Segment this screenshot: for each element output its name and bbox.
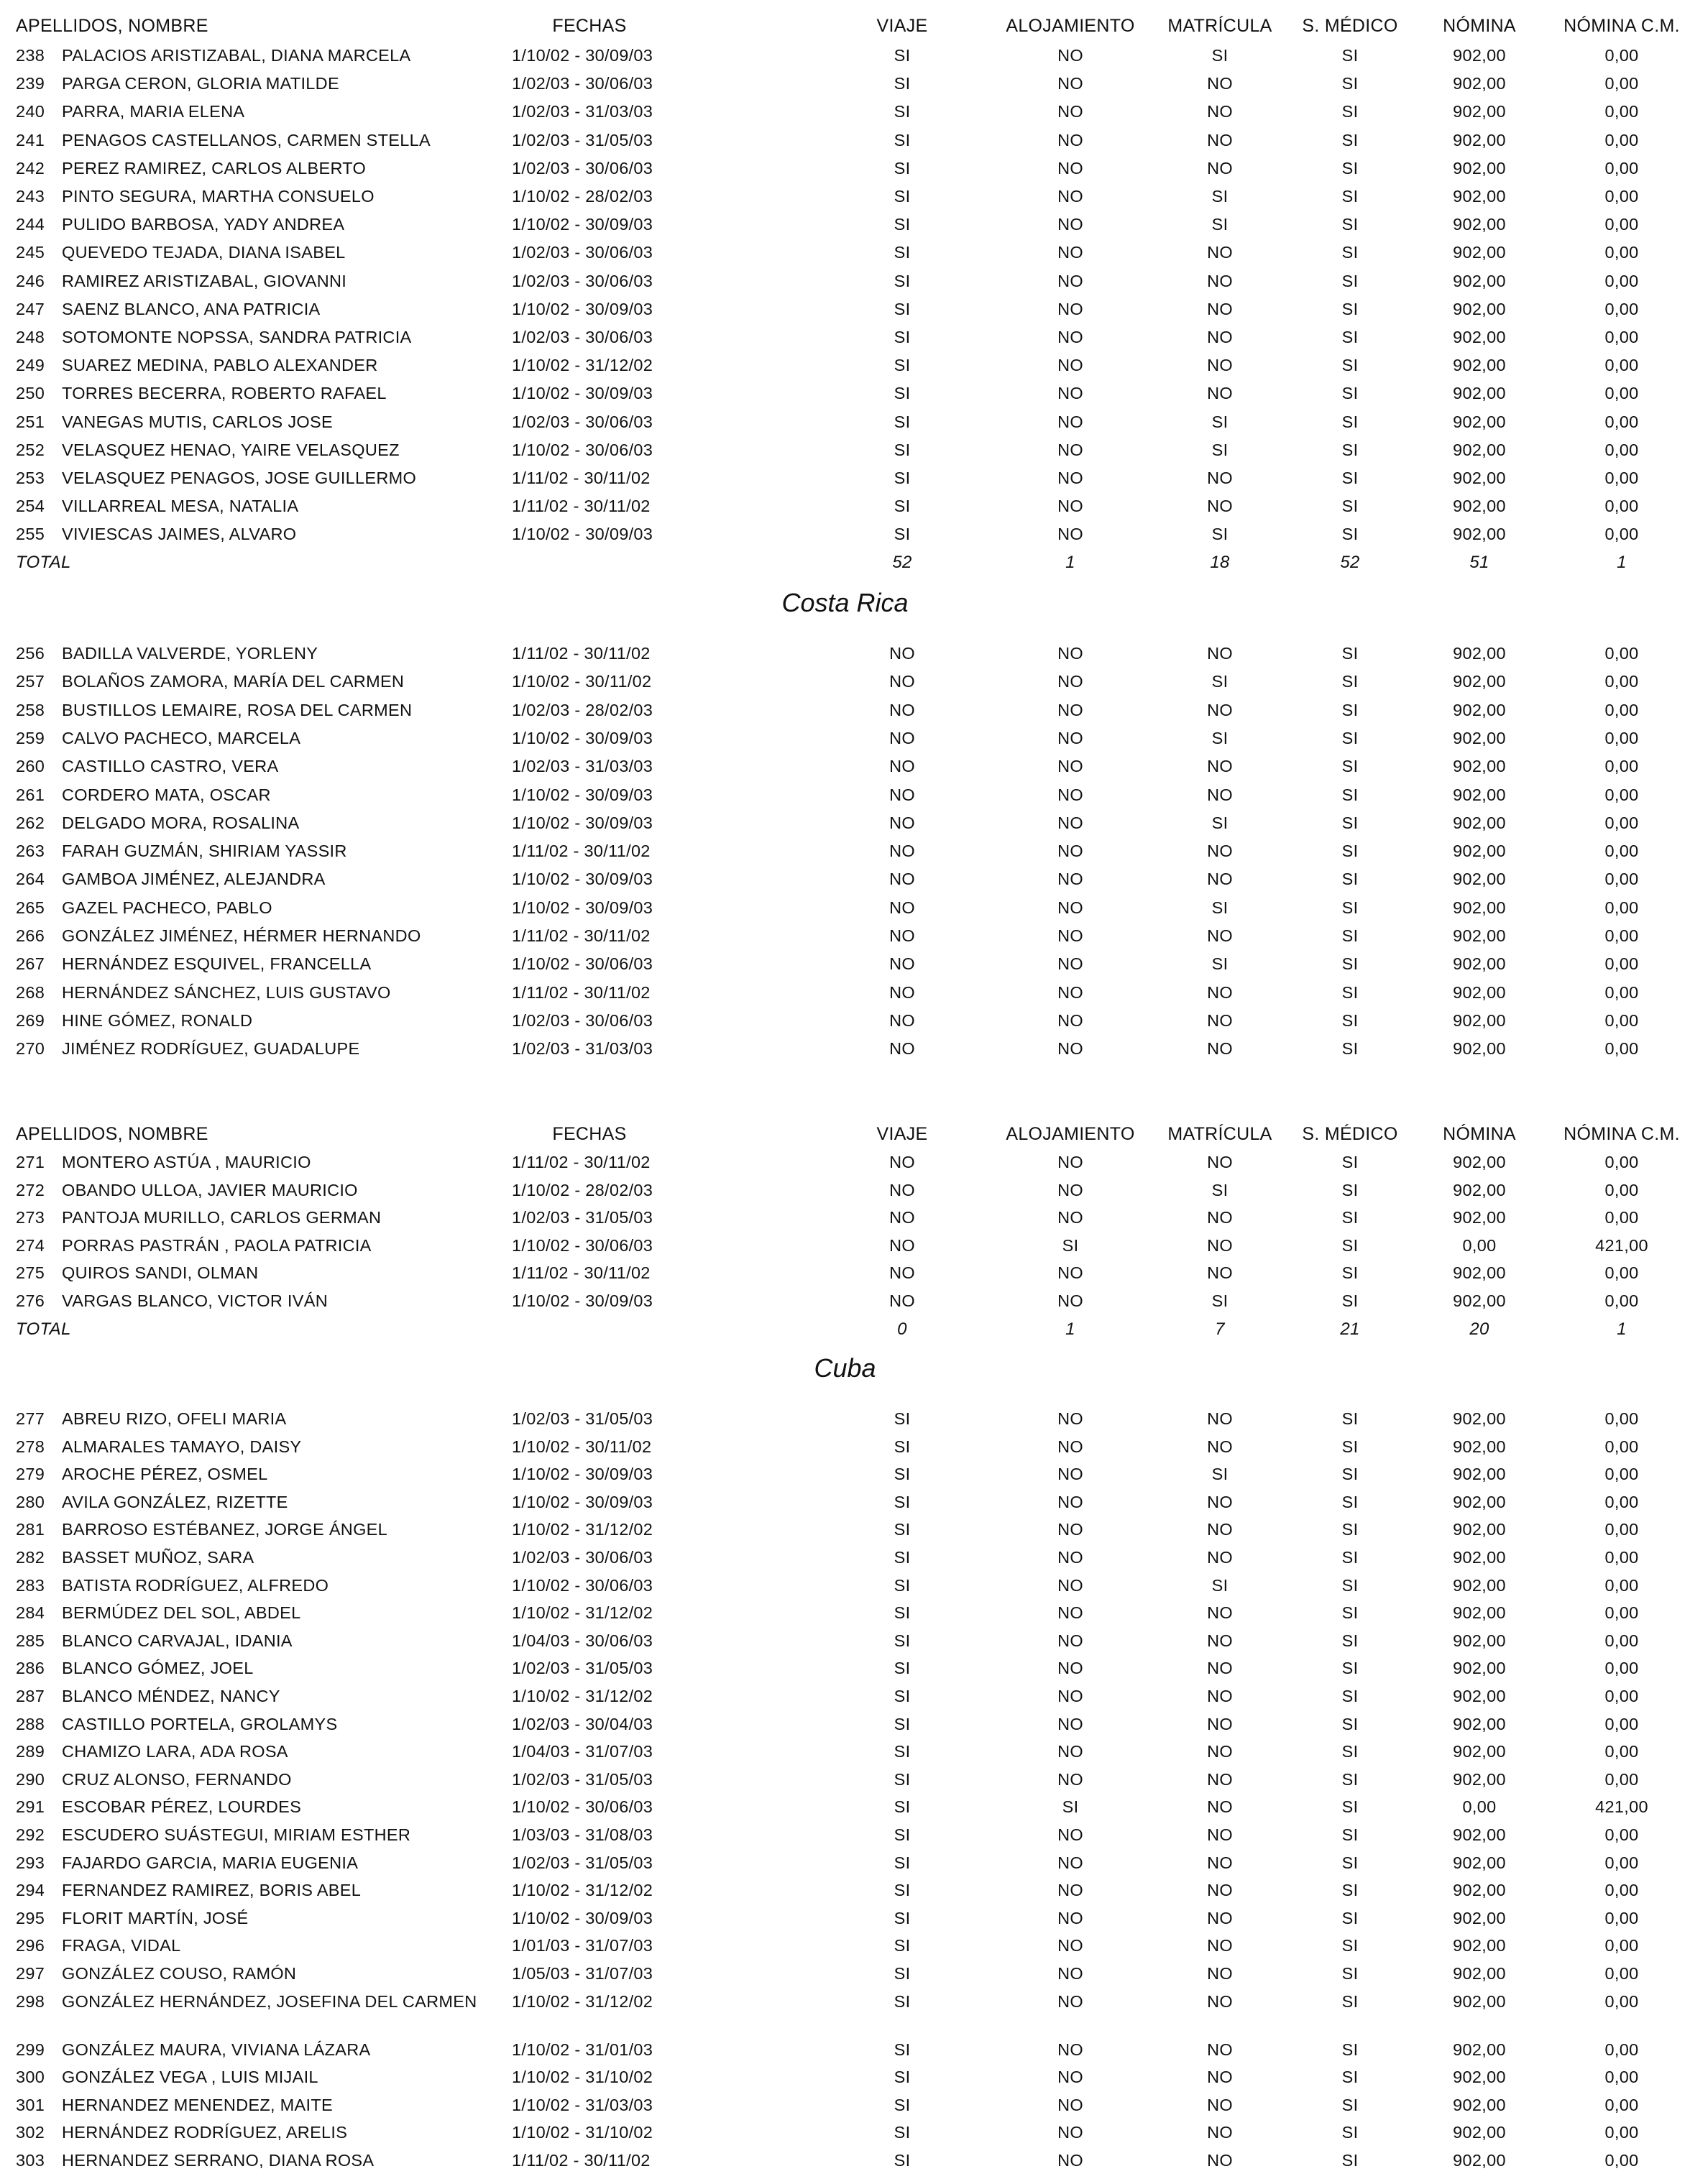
row-dates: 1/10/02 - 30/09/03	[512, 1465, 653, 1484]
table-row: 275 QUIROS SANDI, OLMAN 1/11/02 - 30/11/02 NO NO NO SI 902,00 0,00	[0, 1259, 1690, 1287]
row-name: FAJARDO GARCIA, MARIA EUGENIA	[62, 1853, 359, 1872]
table-row: 271 MONTERO ASTÚA , MAURICIO 1/11/02 - 30/11/02 NO NO NO SI 902,00 0,00	[0, 1148, 1690, 1176]
row-dates: 1/10/02 - 30/09/03	[512, 870, 653, 889]
table-row: 279 AROCHE PÉREZ, OSMEL 1/10/02 - 30/09/03 SI NO SI SI 902,00 0,00	[0, 1460, 1690, 1488]
row-name: SOTOMONTE NOPSSA, SANDRA PATRICIA	[62, 328, 412, 346]
row-name: PINTO SEGURA, MARTHA CONSUELO	[62, 187, 375, 206]
row-name: FLORIT MARTÍN, JOSÉ	[62, 1908, 249, 1927]
row-name: OBANDO ULLOA, JAVIER MAURICIO	[62, 1180, 358, 1199]
table-row: 296 FRAGA, VIDAL 1/01/03 - 31/07/03 SI NO NO SI 902,00 0,00	[0, 1932, 1690, 1960]
row-dates: 1/10/02 - 30/09/03	[512, 1492, 653, 1511]
table-row: 257 BOLAÑOS ZAMORA, MARÍA DEL CARMEN 1/10/02 - 30/11/02 NO NO SI SI 902,00 0,00	[0, 668, 1690, 696]
row-name: PANTOJA MURILLO, CARLOS GERMAN	[62, 1208, 382, 1227]
row-number: 270	[16, 1039, 45, 1059]
row-name: CHAMIZO LARA, ADA ROSA	[62, 1742, 288, 1761]
table-row: 298 GONZÁLEZ HERNÁNDEZ, JOSEFINA DEL CARMEN 1/10/02 - 31/12/02 SI NO NO SI 902,00 0,00	[0, 1988, 1690, 2032]
row-number: 269	[16, 1010, 45, 1030]
row-number: 282	[16, 1548, 45, 1567]
total-row: TOTAL 52 1 18 52 51 1	[0, 548, 1690, 576]
row-name: HERNÁNDEZ ESQUIVEL, FRANCELLA	[62, 954, 372, 974]
row-number: 280	[16, 1492, 45, 1511]
table-row: 270 JIMÉNEZ RODRÍGUEZ, GUADALUPE 1/02/03 - 31/03/03 NO NO NO SI 902,00 0,00	[0, 1035, 1690, 1063]
header-name: APELLIDOS, NOMBRE	[16, 16, 208, 36]
table-row: 259 CALVO PACHECO, MARCELA 1/10/02 - 30/09/03 NO NO SI SI 902,00 0,00	[0, 724, 1690, 752]
row-dates: 1/10/02 - 30/09/03	[512, 215, 653, 234]
row-number: 275	[16, 1263, 45, 1282]
row-number: 241	[16, 130, 45, 149]
table-row: 302 HERNÁNDEZ RODRÍGUEZ, ARELIS 1/10/02 - 31/10/02 SI NO NO SI 902,00 0,00	[0, 2119, 1690, 2147]
table-row: 274 PORRAS PASTRÁN , PAOLA PATRICIA 1/10/02 - 30/06/03 NO SI NO SI 0,00 421,00	[0, 1232, 1690, 1260]
table-row: 280 AVILA GONZÁLEZ, RIZETTE 1/10/02 - 30/09/03 SI NO NO SI 902,00 0,00	[0, 1488, 1690, 1516]
row-number: 266	[16, 926, 45, 945]
row-name: HERNANDEZ MENENDEZ, MAITE	[62, 2095, 333, 2114]
row-number: 296	[16, 1936, 45, 1955]
row-name: VELASQUEZ PENAGOS, JOSE GUILLERMO	[62, 469, 417, 487]
row-number: 288	[16, 1714, 45, 1733]
row-number: 281	[16, 1520, 45, 1539]
table-row: 299 GONZÁLEZ MAURA, VIVIANA LÁZARA 1/10/02 - 31/01/03 SI NO NO SI 902,00 0,00	[0, 2036, 1690, 2064]
table-row: 289 CHAMIZO LARA, ADA ROSA 1/04/03 - 31/07/03 SI NO NO SI 902,00 0,00	[0, 1738, 1690, 1766]
row-name: BASSET MUÑOZ, SARA	[62, 1548, 254, 1567]
row-dates: 1/10/02 - 31/12/02	[512, 1603, 653, 1623]
table-row: 297 GONZÁLEZ COUSO, RAMÓN 1/05/03 - 31/07/03 SI NO NO SI 902,00 0,00	[0, 1960, 1690, 1988]
row-dates: 1/02/03 - 31/03/03	[512, 757, 653, 776]
row-name: VIVIESCAS JAIMES, ALVARO	[62, 525, 297, 544]
row-dates: 1/10/02 - 30/06/03	[512, 1575, 653, 1595]
table-row: 265 GAZEL PACHECO, PABLO 1/10/02 - 30/09/03 NO NO SI SI 902,00 0,00	[0, 894, 1690, 922]
row-number: 284	[16, 1603, 45, 1623]
row-number: 250	[16, 384, 45, 403]
table-row: 263 FARAH GUZMÁN, SHIRIAM YASSIR 1/11/02 - 30/11/02 NO NO NO SI 902,00 0,00	[0, 837, 1690, 865]
row-dates: 1/02/03 - 30/06/03	[512, 1010, 653, 1030]
table-row: 272 OBANDO ULLOA, JAVIER MAURICIO 1/10/02 - 28/02/03 NO NO SI SI 902,00 0,00	[0, 1176, 1690, 1204]
row-dates: 1/02/03 - 31/05/03	[512, 1208, 653, 1227]
table-row: 252 VELASQUEZ HENAO, YAIRE VELASQUEZ 1/10/02 - 30/06/03 SI NO SI SI 902,00 0,00	[0, 436, 1690, 464]
row-number: 294	[16, 1881, 45, 1900]
table-row: 240 PARRA, MARIA ELENA 1/02/03 - 31/03/03 SI NO NO SI 902,00 0,00	[0, 98, 1690, 126]
row-number: 267	[16, 954, 45, 974]
row-number: 299	[16, 2040, 45, 2059]
row-dates: 1/11/02 - 30/11/02	[512, 842, 651, 861]
row-name: VARGAS BLANCO, VICTOR IVÁN	[62, 1291, 328, 1310]
table-row: 292 ESCUDERO SUÁSTEGUI, MIRIAM ESTHER 1/03/03 - 31/08/03 SI NO NO SI 902,00 0,00	[0, 1821, 1690, 1849]
row-number: 242	[16, 158, 45, 178]
row-dates: 1/02/03 - 31/05/03	[512, 130, 653, 149]
row-dates: 1/02/03 - 31/03/03	[512, 1039, 653, 1059]
table-row: 285 BLANCO CARVAJAL, IDANIA 1/04/03 - 30/06/03 SI NO NO SI 902,00 0,00	[0, 1627, 1690, 1655]
row-dates: 1/10/02 - 30/06/03	[512, 440, 653, 459]
table-row: 281 BARROSO ESTÉBANEZ, JORGE ÁNGEL 1/10/02 - 31/12/02 SI NO NO SI 902,00 0,00	[0, 1516, 1690, 1544]
row-name: PULIDO BARBOSA, YADY ANDREA	[62, 215, 345, 234]
row-number: 290	[16, 1769, 45, 1789]
row-name: TORRES BECERRA, ROBERTO RAFAEL	[62, 384, 387, 403]
row-dates: 1/02/03 - 31/05/03	[512, 1409, 653, 1428]
table-row: 258 BUSTILLOS LEMAIRE, ROSA DEL CARMEN 1/02/03 - 28/02/03 NO NO NO SI 902,00 0,00	[0, 696, 1690, 724]
row-name: QUEVEDO TEJADA, DIANA ISABEL	[62, 243, 346, 262]
row-name: CASTILLO CASTRO, VERA	[62, 757, 279, 776]
row-number: 245	[16, 243, 45, 262]
row-dates: 1/02/03 - 30/04/03	[512, 1714, 653, 1733]
row-name: VILLARREAL MESA, NATALIA	[62, 497, 299, 516]
row-number: 259	[16, 728, 45, 747]
row-name: BATISTA RODRÍGUEZ, ALFREDO	[62, 1575, 329, 1595]
row-dates: 1/10/02 - 30/09/03	[512, 898, 653, 917]
table-row: 253 VELASQUEZ PENAGOS, JOSE GUILLERMO 1/11/02 - 30/11/02 SI NO NO SI 902,00 0,00	[0, 464, 1690, 492]
row-dates: 1/02/03 - 31/05/03	[512, 1769, 653, 1789]
row-dates: 1/11/02 - 30/11/02	[512, 1263, 651, 1282]
row-number: 300	[16, 2068, 45, 2087]
row-name: AVILA GONZÁLEZ, RIZETTE	[62, 1492, 288, 1511]
table-row: 249 SUAREZ MEDINA, PABLO ALEXANDER 1/10/02 - 31/12/02 SI NO NO SI 902,00 0,00	[0, 351, 1690, 379]
row-dates: 1/10/02 - 30/09/03	[512, 1908, 653, 1927]
row-name: ESCUDERO SUÁSTEGUI, MIRIAM ESTHER	[62, 1825, 411, 1844]
total-label: TOTAL	[16, 553, 71, 572]
country-heading: Costa Rica	[781, 588, 909, 617]
row-name: PALACIOS ARISTIZABAL, DIANA MARCELA	[62, 46, 411, 65]
row-number: 286	[16, 1659, 45, 1678]
table-row: 242 PEREZ RAMIREZ, CARLOS ALBERTO 1/02/03 - 30/06/03 SI NO NO SI 902,00 0,00	[0, 155, 1690, 183]
row-name: SUAREZ MEDINA, PABLO ALEXANDER	[62, 356, 378, 375]
row-number: 240	[16, 102, 45, 121]
row-name: BADILLA VALVERDE, YORLENY	[62, 644, 318, 663]
row-dates: 1/10/02 - 30/09/03	[512, 384, 653, 403]
row-name: GONZÁLEZ JIMÉNEZ, HÉRMER HERNANDO	[62, 926, 421, 945]
row-number: 302	[16, 2123, 45, 2142]
row-dates: 1/10/02 - 31/12/02	[512, 1881, 653, 1900]
row-dates: 1/10/02 - 31/12/02	[512, 1687, 653, 1705]
row-dates: 1/10/02 - 31/10/02	[512, 2068, 653, 2087]
total-label: TOTAL	[16, 1319, 71, 1339]
row-name: PENAGOS CASTELLANOS, CARMEN STELLA	[62, 130, 431, 149]
table-row: 273 PANTOJA MURILLO, CARLOS GERMAN 1/02/03 - 31/05/03 NO NO NO SI 902,00 0,00	[0, 1204, 1690, 1232]
row-number: 279	[16, 1465, 45, 1484]
table-row: 303 HERNANDEZ SERRANO, DIANA ROSA 1/11/02 - 30/11/02 SI NO NO SI 902,00 0,00	[0, 2147, 1690, 2175]
row-dates: 1/11/02 - 30/11/02	[512, 644, 651, 663]
row-dates: 1/05/03 - 31/07/03	[512, 1964, 653, 1983]
row-dates: 1/10/02 - 30/11/02	[512, 1437, 652, 1456]
table-row: 261 CORDERO MATA, OSCAR 1/10/02 - 30/09/03 NO NO NO SI 902,00 0,00	[0, 781, 1690, 809]
row-number: 287	[16, 1687, 45, 1705]
row-number: 262	[16, 813, 45, 832]
row-number: 244	[16, 215, 45, 234]
table-row: 288 CASTILLO PORTELA, GROLAMYS 1/02/03 - 30/04/03 SI NO NO SI 902,00 0,00	[0, 1710, 1690, 1738]
row-dates: 1/10/02 - 30/09/03	[512, 785, 653, 804]
row-number: 255	[16, 525, 45, 544]
row-name: BARROSO ESTÉBANEZ, JORGE ÁNGEL	[62, 1520, 387, 1539]
row-name: ALMARALES TAMAYO, DAISY	[62, 1437, 302, 1456]
row-dates: 1/10/02 - 31/10/02	[512, 2123, 653, 2142]
header-name: APELLIDOS, NOMBRE	[16, 1124, 208, 1144]
row-number: 246	[16, 271, 45, 290]
row-number: 264	[16, 870, 45, 889]
table-row: 290 CRUZ ALONSO, FERNANDO 1/02/03 - 31/05/03 SI NO NO SI 902,00 0,00	[0, 1766, 1690, 1794]
row-number: 295	[16, 1908, 45, 1927]
row-number: 283	[16, 1575, 45, 1595]
row-number: 293	[16, 1853, 45, 1872]
table-row: 241 PENAGOS CASTELLANOS, CARMEN STELLA 1/02/03 - 31/05/03 SI NO NO SI 902,00 0,00	[0, 126, 1690, 155]
table-row: 266 GONZÁLEZ JIMÉNEZ, HÉRMER HERNANDO 1/11/02 - 30/11/02 NO NO NO SI 902,00 0,00	[0, 922, 1690, 950]
row-name: MONTERO ASTÚA , MAURICIO	[62, 1153, 311, 1171]
row-dates: 1/11/02 - 30/11/02	[512, 982, 651, 1002]
table-row: 300 GONZÁLEZ VEGA , LUIS MIJAIL 1/10/02 - 31/10/02 SI NO NO SI 902,00 0,00	[0, 2063, 1690, 2091]
row-name: CALVO PACHECO, MARCELA	[62, 728, 301, 747]
row-name: ABREU RIZO, OFELI MARIA	[62, 1409, 287, 1428]
row-name: HERNANDEZ SERRANO, DIANA ROSA	[62, 2151, 375, 2170]
row-dates: 1/10/02 - 30/06/03	[512, 1235, 653, 1255]
row-number: 271	[16, 1153, 45, 1171]
row-dates: 1/02/03 - 30/06/03	[512, 271, 653, 290]
row-number: 258	[16, 700, 45, 719]
table-row: 243 PINTO SEGURA, MARTHA CONSUELO 1/10/02 - 28/02/03 SI NO SI SI 902,00 0,00	[0, 183, 1690, 211]
row-number: 252	[16, 440, 45, 459]
row-number: 239	[16, 74, 45, 93]
row-name: HERNÁNDEZ SÁNCHEZ, LUIS GUSTAVO	[62, 982, 391, 1002]
row-name: RAMIREZ ARISTIZABAL, GIOVANNI	[62, 271, 347, 290]
table-row: 282 BASSET MUÑOZ, SARA 1/02/03 - 30/06/03 SI NO NO SI 902,00 0,00	[0, 1544, 1690, 1572]
row-dates: 1/10/02 - 31/12/02	[512, 356, 653, 375]
table-row: 268 HERNÁNDEZ SÁNCHEZ, LUIS GUSTAVO 1/11/02 - 30/11/02 NO NO NO SI 902,00 0,00	[0, 979, 1690, 1007]
row-dates: 1/10/02 - 30/06/03	[512, 954, 653, 974]
table-row: 277 ABREU RIZO, OFELI MARIA 1/02/03 - 31/05/03 SI NO NO SI 902,00 0,00	[0, 1405, 1690, 1433]
table-row: 255 VIVIESCAS JAIMES, ALVARO 1/10/02 - 30/09/03 SI NO SI SI 902,00 0,00	[0, 520, 1690, 548]
row-number: 301	[16, 2095, 45, 2114]
row-dates: 1/10/02 - 31/03/03	[512, 2095, 653, 2114]
row-name: CASTILLO PORTELA, GROLAMYS	[62, 1714, 338, 1733]
row-number: 260	[16, 757, 45, 776]
row-name: CRUZ ALONSO, FERNANDO	[62, 1769, 292, 1789]
row-number: 278	[16, 1437, 45, 1456]
table-row: 245 QUEVEDO TEJADA, DIANA ISABEL 1/02/03 - 30/06/03 SI NO NO SI 902,00 0,00	[0, 239, 1690, 267]
row-name: AROCHE PÉREZ, OSMEL	[62, 1465, 268, 1484]
row-name: BLANCO CARVAJAL, IDANIA	[62, 1631, 293, 1650]
row-number: 272	[16, 1180, 45, 1199]
table-row: 287 BLANCO MÉNDEZ, NANCY 1/10/02 - 31/12/02 SI NO NO SI 902,00 0,00	[0, 1682, 1690, 1710]
table-row: 264 GAMBOA JIMÉNEZ, ALEJANDRA 1/10/02 - 30/09/03 NO NO NO SI 902,00 0,00	[0, 865, 1690, 893]
row-name: GONZÁLEZ MAURA, VIVIANA LÁZARA	[62, 2040, 371, 2059]
table-row: 246 RAMIREZ ARISTIZABAL, GIOVANNI 1/02/03 - 30/06/03 SI NO NO SI 902,00 0,00	[0, 267, 1690, 295]
row-dates: 1/10/02 - 30/09/03	[512, 813, 653, 832]
row-number: 291	[16, 1797, 45, 1817]
row-dates: 1/11/02 - 30/11/02	[512, 1153, 651, 1171]
table-row: 276 VARGAS BLANCO, VICTOR IVÁN 1/10/02 - 30/09/03 NO NO SI SI 902,00 0,00	[0, 1287, 1690, 1315]
row-name: FRAGA, VIDAL	[62, 1936, 181, 1955]
row-dates: 1/10/02 - 30/06/03	[512, 1797, 653, 1817]
row-dates: 1/10/02 - 30/09/03	[512, 525, 653, 544]
table-row: 238 PALACIOS ARISTIZABAL, DIANA MARCELA 1/10/02 - 30/09/03 SI NO SI SI 902,00 0,00	[0, 42, 1690, 70]
table-row: 262 DELGADO MORA, ROSALINA 1/10/02 - 30/09/03 NO NO SI SI 902,00 0,00	[0, 809, 1690, 837]
table-header: APELLIDOS, NOMBRE FECHAS VIAJE ALOJAMIENTO MATRÍCULA S. MÉDICO NÓMINA NÓMINA C.M.	[0, 12, 1690, 40]
row-name: BLANCO MÉNDEZ, NANCY	[62, 1687, 280, 1705]
row-number: 257	[16, 672, 45, 691]
row-name: GONZÁLEZ COUSO, RAMÓN	[62, 1964, 297, 1983]
row-number: 285	[16, 1631, 45, 1650]
row-dates: 1/10/02 - 28/02/03	[512, 187, 653, 206]
row-name: VANEGAS MUTIS, CARLOS JOSE	[62, 412, 333, 431]
row-number: 248	[16, 328, 45, 346]
table-row: 247 SAENZ BLANCO, ANA PATRICIA 1/10/02 - 30/09/03 SI NO NO SI 902,00 0,00	[0, 295, 1690, 323]
table-row: 267 HERNÁNDEZ ESQUIVEL, FRANCELLA 1/10/02 - 30/06/03 NO NO SI SI 902,00 0,00	[0, 950, 1690, 978]
row-number: 249	[16, 356, 45, 375]
row-number: 276	[16, 1291, 45, 1310]
row-number: 263	[16, 842, 45, 861]
row-dates: 1/02/03 - 31/05/03	[512, 1659, 653, 1678]
row-number: 268	[16, 982, 45, 1002]
row-number: 256	[16, 644, 45, 663]
table-row: 293 FAJARDO GARCIA, MARIA EUGENIA 1/02/03 - 31/05/03 SI NO NO SI 902,00 0,00	[0, 1849, 1690, 1877]
row-name: PARGA CERON, GLORIA MATILDE	[62, 74, 339, 93]
row-name: HINE GÓMEZ, RONALD	[62, 1010, 253, 1030]
row-name: GAMBOA JIMÉNEZ, ALEJANDRA	[62, 870, 326, 889]
row-name: GONZÁLEZ VEGA , LUIS MIJAIL	[62, 2068, 318, 2087]
row-dates: 1/10/02 - 30/09/03	[512, 299, 653, 318]
row-dates: 1/02/03 - 28/02/03	[512, 700, 653, 719]
row-name: GONZÁLEZ HERNÁNDEZ, JOSEFINA DEL CARMEN	[62, 1991, 477, 2011]
table-row: 286 BLANCO GÓMEZ, JOEL 1/02/03 - 31/05/03 SI NO NO SI 902,00 0,00	[0, 1654, 1690, 1682]
row-number: 254	[16, 497, 45, 516]
row-name: PEREZ RAMIREZ, CARLOS ALBERTO	[62, 158, 367, 178]
table-row: 301 HERNANDEZ MENENDEZ, MAITE 1/10/02 - 31/03/03 SI NO NO SI 902,00 0,00	[0, 2091, 1690, 2119]
row-dates: 1/10/02 - 30/09/03	[512, 1291, 653, 1310]
row-name: CORDERO MATA, OSCAR	[62, 785, 271, 804]
row-dates: 1/10/02 - 30/09/03	[512, 728, 653, 747]
row-number: 277	[16, 1409, 45, 1428]
row-dates: 1/02/03 - 30/06/03	[512, 74, 653, 93]
row-dates: 1/11/02 - 30/11/02	[512, 2151, 651, 2170]
row-number: 265	[16, 898, 45, 917]
table-row: 251 VANEGAS MUTIS, CARLOS JOSE 1/02/03 - 30/06/03 SI NO SI SI 902,00 0,00	[0, 408, 1690, 436]
row-name: GAZEL PACHECO, PABLO	[62, 898, 272, 917]
row-name: FARAH GUZMÁN, SHIRIAM YASSIR	[62, 842, 347, 861]
row-number: 251	[16, 412, 45, 431]
row-dates: 1/02/03 - 30/06/03	[512, 412, 653, 431]
table-row: 284 BERMÚDEZ DEL SOL, ABDEL 1/10/02 - 31/12/02 SI NO NO SI 902,00 0,00	[0, 1599, 1690, 1627]
row-dates: 1/02/03 - 31/05/03	[512, 1853, 653, 1872]
row-name: BERMÚDEZ DEL SOL, ABDEL	[62, 1603, 301, 1623]
row-dates: 1/10/02 - 31/12/02	[512, 1520, 653, 1539]
row-number: 261	[16, 785, 45, 804]
row-dates: 1/11/02 - 30/11/02	[512, 469, 651, 487]
table-row: 283 BATISTA RODRÍGUEZ, ALFREDO 1/10/02 - 30/06/03 SI NO SI SI 902,00 0,00	[0, 1572, 1690, 1600]
row-name: PARRA, MARIA ELENA	[62, 102, 245, 121]
row-number: 247	[16, 299, 45, 318]
row-dates: 1/04/03 - 31/07/03	[512, 1742, 653, 1761]
row-dates: 1/11/02 - 30/11/02	[512, 926, 651, 945]
row-dates: 1/10/02 - 31/12/02	[512, 1991, 653, 2011]
table-row: 278 ALMARALES TAMAYO, DAISY 1/10/02 - 30/11/02 SI NO NO SI 902,00 0,00	[0, 1433, 1690, 1461]
table-row: 250 TORRES BECERRA, ROBERTO RAFAEL 1/10/02 - 30/09/03 SI NO NO SI 902,00 0,00	[0, 379, 1690, 407]
row-dates: 1/03/03 - 31/08/03	[512, 1825, 653, 1844]
row-number: 292	[16, 1825, 45, 1844]
table-row: 291 ESCOBAR PÉREZ, LOURDES 1/10/02 - 30/06/03 SI SI NO SI 0,00 421,00	[0, 1793, 1690, 1821]
row-name: ESCOBAR PÉREZ, LOURDES	[62, 1797, 302, 1817]
row-number: 289	[16, 1742, 45, 1761]
row-dates: 1/10/02 - 28/02/03	[512, 1180, 653, 1199]
row-dates: 1/10/02 - 31/01/03	[512, 2040, 653, 2059]
table-row: 244 PULIDO BARBOSA, YADY ANDREA 1/10/02 - 30/09/03 SI NO SI SI 902,00 0,00	[0, 211, 1690, 239]
table-row: 239 PARGA CERON, GLORIA MATILDE 1/02/03 - 30/06/03 SI NO NO SI 902,00 0,00	[0, 70, 1690, 98]
row-dates: 1/02/03 - 30/06/03	[512, 158, 653, 178]
row-dates: 1/10/02 - 30/11/02	[512, 672, 652, 691]
row-number: 303	[16, 2151, 45, 2170]
row-name: JIMÉNEZ RODRÍGUEZ, GUADALUPE	[62, 1039, 360, 1059]
row-number: 297	[16, 1964, 45, 1983]
row-name: BUSTILLOS LEMAIRE, ROSA DEL CARMEN	[62, 700, 413, 719]
row-name: DELGADO MORA, ROSALINA	[62, 813, 300, 832]
row-dates: 1/10/02 - 30/09/03	[512, 46, 653, 65]
table-row: 294 FERNANDEZ RAMIREZ, BORIS ABEL 1/10/02 - 31/12/02 SI NO NO SI 902,00 0,00	[0, 1876, 1690, 1904]
table-row: 260 CASTILLO CASTRO, VERA 1/02/03 - 31/03/03 NO NO NO SI 902,00 0,00	[0, 752, 1690, 780]
row-name: VELASQUEZ HENAO, YAIRE VELASQUEZ	[62, 440, 400, 459]
row-number: 273	[16, 1208, 45, 1227]
row-name: SAENZ BLANCO, ANA PATRICIA	[62, 299, 321, 318]
row-number: 274	[16, 1235, 45, 1255]
row-dates: 1/04/03 - 30/06/03	[512, 1631, 653, 1650]
table-row: 295 FLORIT MARTÍN, JOSÉ 1/10/02 - 30/09/03 SI NO NO SI 902,00 0,00	[0, 1904, 1690, 1932]
row-dates: 1/02/03 - 31/03/03	[512, 102, 653, 121]
row-name: PORRAS PASTRÁN , PAOLA PATRICIA	[62, 1235, 372, 1255]
row-dates: 1/02/03 - 30/06/03	[512, 1548, 653, 1567]
table-row: 254 VILLARREAL MESA, NATALIA 1/11/02 - 30/11/02 SI NO NO SI 902,00 0,00	[0, 492, 1690, 520]
row-name: BLANCO GÓMEZ, JOEL	[62, 1659, 254, 1678]
row-dates: 1/02/03 - 30/06/03	[512, 243, 653, 262]
row-name: QUIROS SANDI, OLMAN	[62, 1263, 259, 1282]
table-row: 269 HINE GÓMEZ, RONALD 1/02/03 - 30/06/03 NO NO NO SI 902,00 0,00	[0, 1007, 1690, 1035]
row-name: FERNANDEZ RAMIREZ, BORIS ABEL	[62, 1881, 362, 1900]
table-row: 256 BADILLA VALVERDE, YORLENY 1/11/02 - 30/11/02 NO NO NO SI 902,00 0,00	[0, 640, 1690, 668]
row-dates: 1/11/02 - 30/11/02	[512, 497, 651, 516]
row-name: BOLAÑOS ZAMORA, MARÍA DEL CARMEN	[62, 672, 405, 691]
total-row: TOTAL 0 1 7 21 20 1	[0, 1315, 1690, 1343]
row-name: HERNÁNDEZ RODRÍGUEZ, ARELIS	[62, 2123, 348, 2142]
row-dates: 1/01/03 - 31/07/03	[512, 1936, 653, 1955]
country-heading: Cuba	[814, 1353, 876, 1383]
row-number: 238	[16, 46, 45, 65]
row-dates: 1/02/03 - 30/06/03	[512, 328, 653, 346]
row-number: 298	[16, 1991, 45, 2011]
table-row: 248 SOTOMONTE NOPSSA, SANDRA PATRICIA 1/02/03 - 30/06/03 SI NO NO SI 902,00 0,00	[0, 323, 1690, 351]
row-number: 243	[16, 187, 45, 206]
table-header: APELLIDOS, NOMBRE FECHAS VIAJE ALOJAMIENTO MATRÍCULA S. MÉDICO NÓMINA NÓMINA C.M.	[0, 1120, 1690, 1148]
row-number: 253	[16, 469, 45, 487]
